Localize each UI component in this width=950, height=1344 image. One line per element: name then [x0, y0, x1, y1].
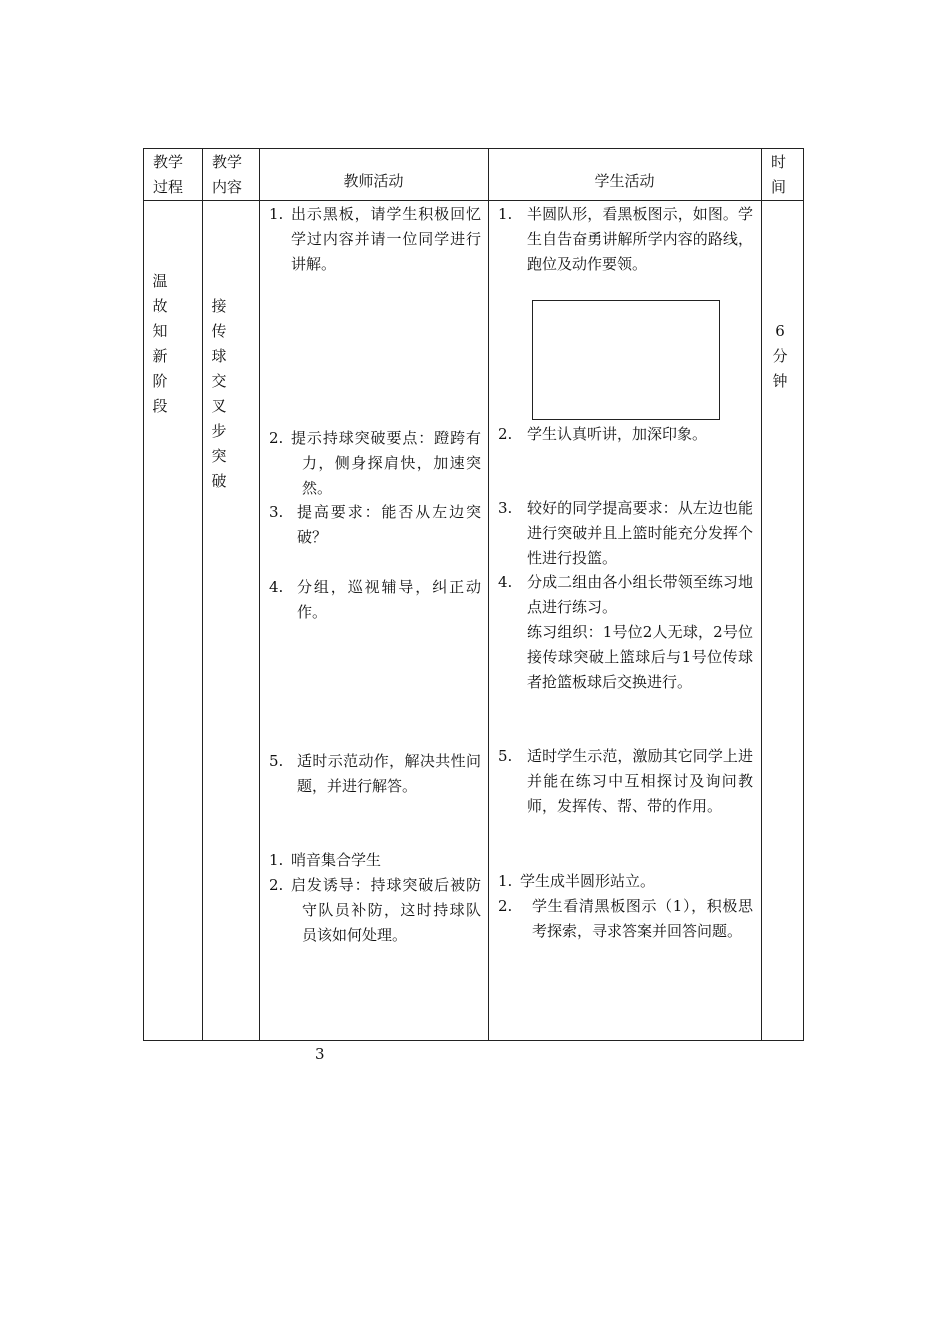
- teacher-item-text: 提示持球突破要点：蹬跨有力，侧身探肩快，加速突然。: [291, 429, 481, 497]
- student-item-text: 较好的同学提高要求：从左边也能进行突破并且上篮时能充分发挥个性进行投篮。: [527, 499, 753, 567]
- header-content: 教学 内容: [212, 153, 243, 196]
- header-stage: 教学 过程: [153, 153, 184, 196]
- table-bottom-border: [143, 1040, 804, 1041]
- header-time: 时 间: [771, 153, 787, 196]
- col-divider-3: [488, 148, 489, 1041]
- header-student: 学生活动: [594, 172, 655, 190]
- teacher-item-text: 启发诱导：持球突破后被防守队员补防，这时持球队员该如何处理。: [291, 876, 481, 944]
- col-divider-4: [761, 148, 762, 1041]
- teacher-item-text: 哨音集合学生: [291, 851, 382, 869]
- teacher-item-text: 提高要求：能否从左边突破？: [297, 503, 481, 546]
- student-item-text: 适时学生示范，激励其它同学上进并能在练习中互相探讨及询问教师，发挥传、帮、带的作用。: [527, 747, 753, 815]
- student-item-number: 3.: [498, 499, 513, 517]
- page-number: 3: [315, 1045, 325, 1063]
- stage-label: 温 故 知 新 阶 段: [152, 272, 168, 415]
- student-item-text: 学生看清黑板图示（1），积极思考探索，寻求答案并回答问题。: [532, 897, 753, 940]
- teacher-item-number: 1.: [269, 851, 284, 869]
- student-item-number: 2.: [498, 897, 513, 915]
- table-right-border: [803, 148, 804, 1041]
- teacher-item-number: 5.: [269, 752, 284, 770]
- teacher-item-text: 出示黑板，请学生积极回忆学过内容并请一位同学进行讲解。: [291, 205, 481, 273]
- student-item-text: 练习组织：1号位2人无球，2号位接传球突破上篮球后与1号位传球者抢篮板球后交换进行。: [527, 623, 753, 691]
- teacher-item-number: 2.: [269, 429, 284, 447]
- teacher-item-text: 适时示范动作，解决共性问题，并进行解答。: [297, 752, 481, 795]
- col-divider-1: [202, 148, 203, 1041]
- student-item-text: 学生成半圆形站立。: [520, 872, 656, 890]
- col-divider-2: [259, 148, 260, 1041]
- student-item-number: 5.: [498, 747, 513, 765]
- table-left-border: [143, 148, 144, 1041]
- student-item-text: 半圆队形，看黑板图示，如图。学生自告奋勇讲解所学内容的路线，跑位及动作要领。: [527, 205, 753, 273]
- content-label: 接 传 球 交 叉 步 突 破: [211, 297, 227, 490]
- student-item-text: 分成二组由各小组长带领至练习地点进行练习。: [527, 573, 753, 616]
- time-label: 6 分 钟: [772, 322, 788, 390]
- teacher-item-number: 3.: [269, 503, 284, 521]
- teacher-item-number: 1.: [269, 205, 284, 223]
- teacher-item-number: 4.: [269, 578, 284, 596]
- student-item-number: 1.: [498, 205, 513, 223]
- header-teacher: 教师活动: [343, 172, 404, 190]
- student-item-number: 1.: [498, 872, 513, 890]
- teacher-item-number: 2.: [269, 876, 284, 894]
- blackboard-diagram: [532, 300, 720, 420]
- student-item-number: 2.: [498, 425, 513, 443]
- header-bottom-border: [143, 200, 804, 201]
- teacher-item-text: 分组，巡视辅导，纠正动作。: [297, 578, 481, 621]
- table-top-border: [143, 148, 804, 149]
- student-item-text: 学生认真听讲，加深印象。: [527, 425, 708, 443]
- student-item-number: 4.: [498, 573, 513, 591]
